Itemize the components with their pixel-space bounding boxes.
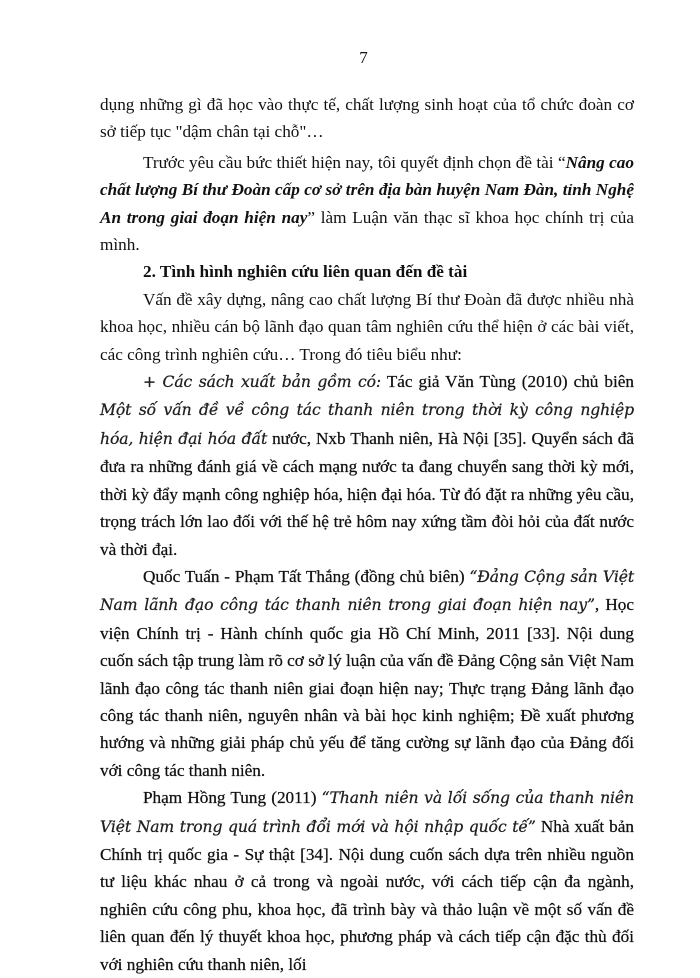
paragraph-tail: , Học viện Chính trị - Hành chính quốc gia Hồ Chí Minh, 2011 [33]. Nội dung cuốn sách tập trung làm rõ cơ sở lý luận của vấn đề Đảng Cộng sản Việt Nam lãnh đạo công tác thanh niên giai đoạn hiện nay; Thực trạng Đảng lãnh đạo công tác thanh niên, nguyên nhân và bài học kinh nghiệm; Đề xuất phương hướng và những giải pháp chủ yếu để tăng cường sự lãnh đạo của Đảng đối với công tác thanh niên. [100,595,634,780]
paragraph-book-pham-hong-tung [100,784,634,978]
book-title: Một số vấn đề về công tác thanh niên trong thời kỳ công nghiệp hóa, hiện đại hóa đất [100,401,634,448]
paragraph-tail: ” làm Luận văn thạc sĩ khoa học chính trị của mình. [100,207,634,255]
paragraph-text: dụng những gì đã học vào thực tế, chất lượng sinh hoạt của tổ chức đoàn cơ sở tiếp tục "dậm chân tại chỗ"… [100,95,634,142]
paragraph-book-van-tung [100,368,634,563]
list-label: + Các sách xuất bản gồm có: [143,373,382,392]
paragraph-tail: Nhà xuất bản Chính trị quốc gia - Sự thật [34]. Nội dung cuốn sách dựa trên nhiều nguồn tư liệu khác nhau ở cả trong và ngoài nước, với cách tiếp cận đa ngành, nghiên cứu công phu, khoa học, đã trình bày và thảo luận về một số vấn đề liên quan đến lý thuyết khoa học, phương pháp và cách tiếp cận đặc thù đối với nghiên cứu thanh niên, lối [100,816,634,974]
paragraph-topic-choice [100,149,634,259]
paragraph-lead: Phạm Hồng Tung (2011) [143,788,322,808]
paragraph-research-intro [100,286,634,368]
paragraph-tail: nước, Nxb Thanh niên, Hà Nội [35]. Quyển sách đã đưa ra những đánh giá về cách mạng nước ta đang chuyển sang thời kỳ mới, thời kỳ đẩy mạnh công nghiệp hóa, hiện đại hóa. Từ đó đặt ra những yêu cầu, trọng trách lớn lao đối với thế hệ trẻ hôm nay xứng tầm đòi hỏi của đất nước và thời đại. [100,428,634,559]
paragraph-continuation [100,91,634,146]
thesis-title: Nâng cao chất lượng Bí thư Đoàn cấp cơ sở trên địa bàn huyện Nam Đàn, tỉnh Nghệ An trong giai đoạn hiện nay [100,152,634,227]
book-title: “Thanh niên và lối sống của thanh niên Việt Nam trong quá trình đổi mới và hội nhập quốc tế” [100,789,634,836]
section-heading: 2. Tình hình nghiên cứu liên quan đến đề tài [143,262,468,282]
page-number: 7 [359,48,368,67]
paragraph-text: Vấn đề xây dựng, nâng cao chất lượng Bí thư Đoàn đã được nhiều nhà khoa học, nhiều cán bộ lãnh đạo quan tâm nghiên cứu thể hiện ở các bài viết, các công trình nghiên cứu… Trong đó tiêu biểu như: [100,289,634,364]
book-title: “Đảng Cộng sản Việt Nam lãnh đạo công tác thanh niên trong giai đoạn hiện nay” [100,567,634,615]
paragraph-lead: Tác giả Văn Tùng (2010) chủ biên [381,372,634,392]
paragraph-book-quoc-tuan [100,563,634,784]
paragraph-lead: Quốc Tuấn - Phạm Tất Thắng (đồng chủ biên) [143,566,470,586]
paragraph-lead: Trước yêu cầu bức thiết hiện nay, tôi quyết định chọn đề tài “ [143,152,566,172]
document-body [100,91,634,978]
